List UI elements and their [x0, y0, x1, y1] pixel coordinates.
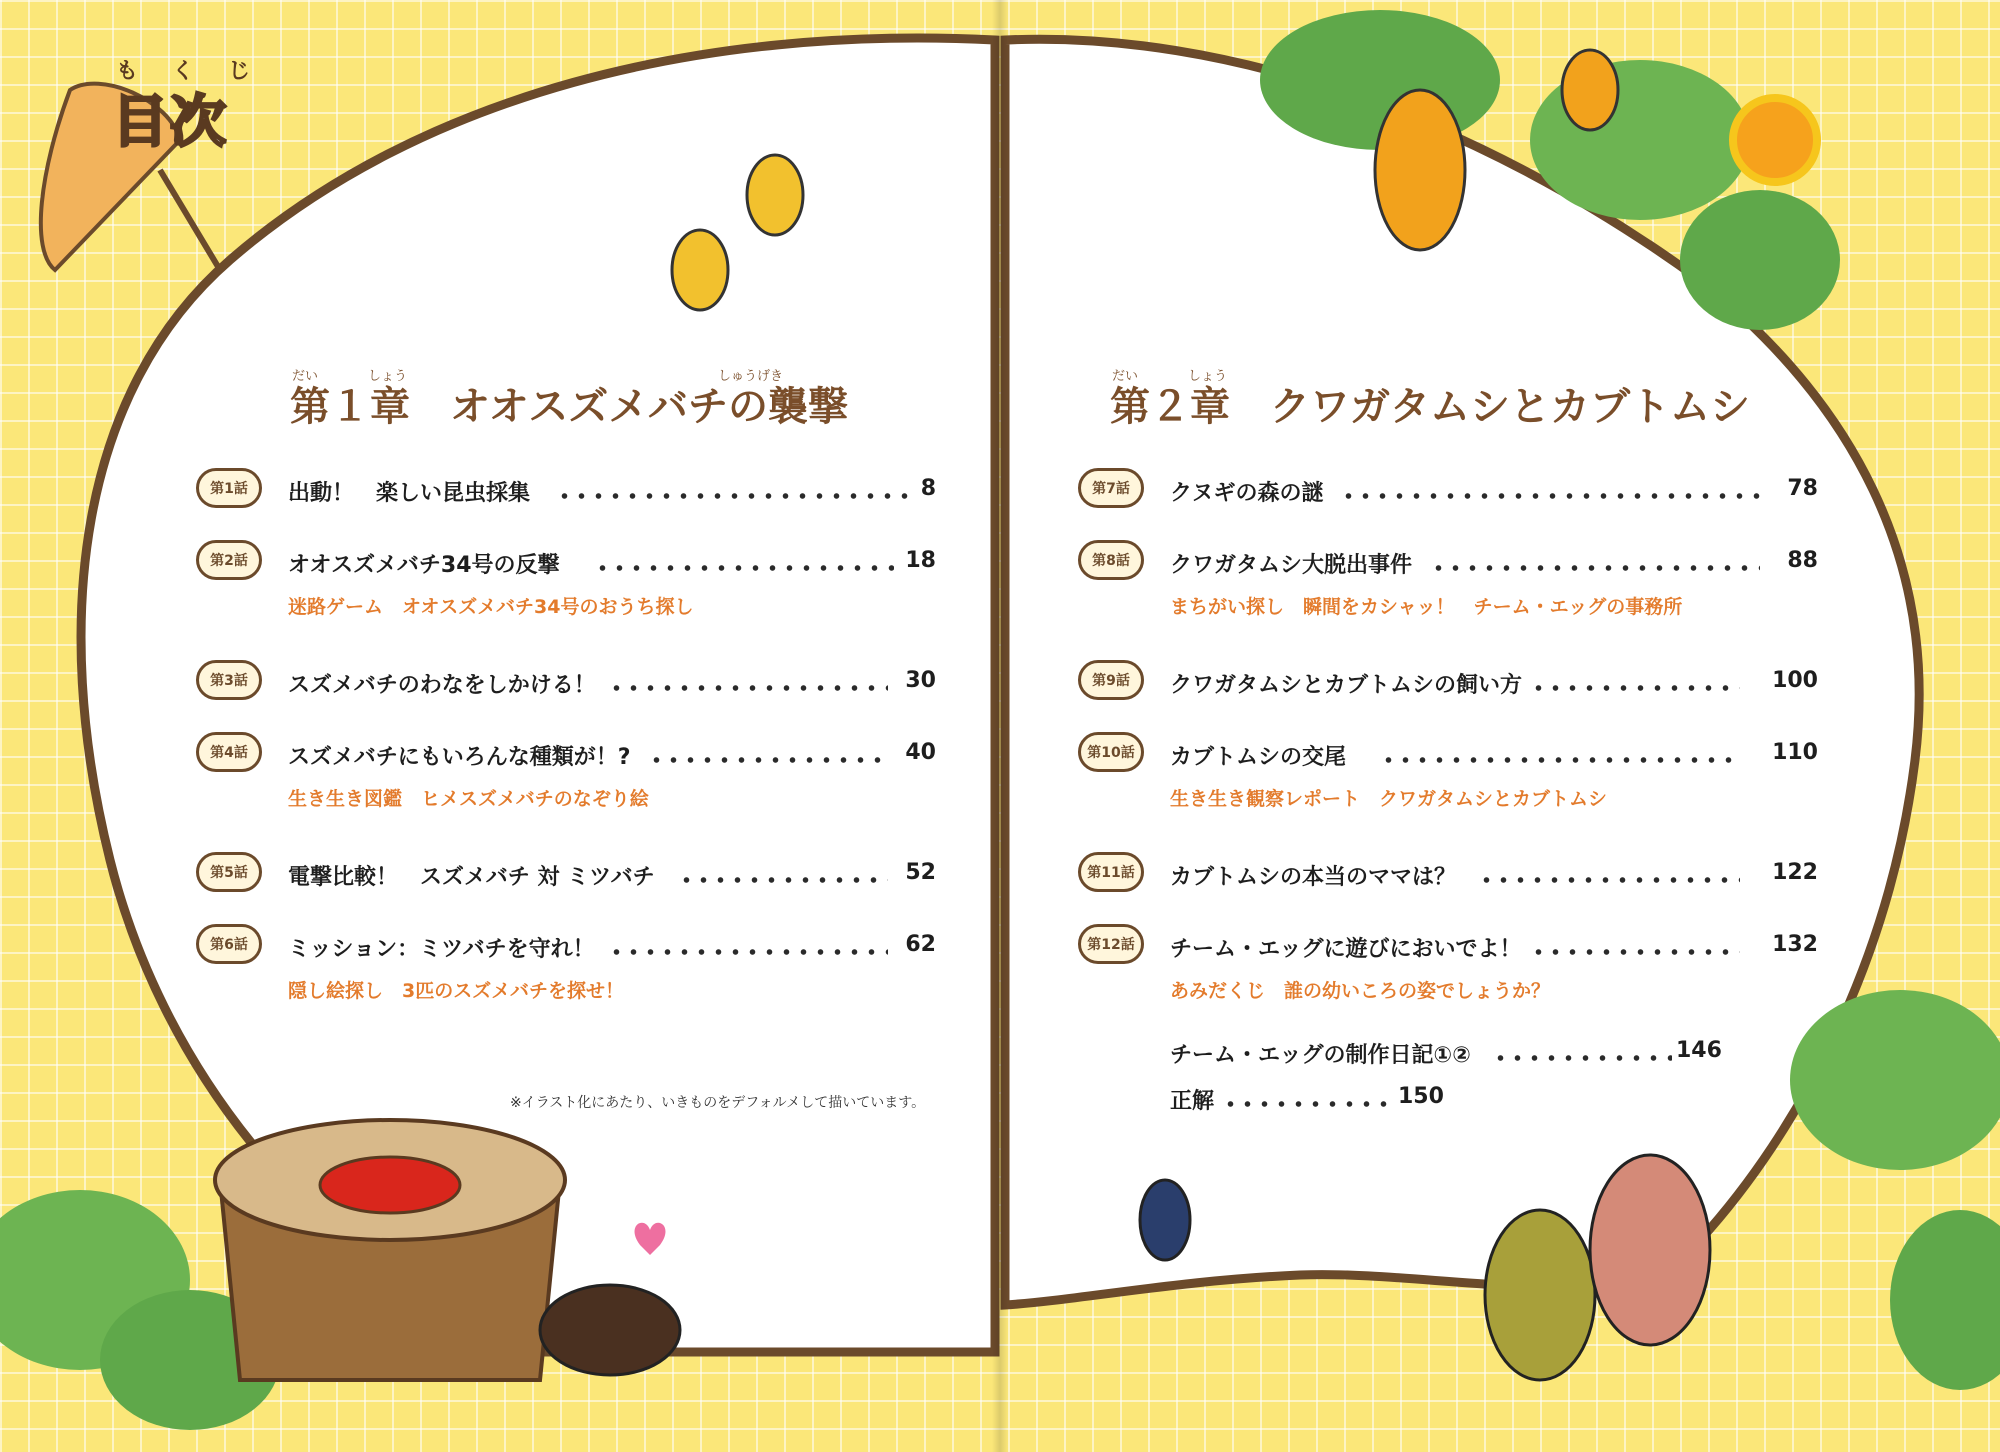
page-number: 150	[1398, 1084, 1444, 1109]
page-number: 40	[905, 740, 936, 765]
dot-leader	[1492, 1055, 1672, 1061]
bonus-item[interactable]: まちがい探し 瞬間をカシャッ！ チーム・エッグの事務所	[1170, 596, 1683, 618]
page-number: 78	[1787, 476, 1818, 501]
ruby-shuugeki: しゅうげき	[718, 369, 784, 384]
dot-leader	[1222, 1101, 1392, 1107]
toc-entry[interactable]	[1170, 1030, 1730, 1070]
toc-entry[interactable]	[1170, 1076, 1470, 1116]
ruby-dai: だい	[1112, 369, 1139, 384]
toc-entry[interactable]	[1078, 660, 1818, 700]
toc-title-ruby: もくじ	[116, 59, 285, 84]
episode-badge: 第7話	[1078, 468, 1144, 508]
episode-title: カブトムシの本当のママは？	[1170, 865, 1457, 890]
bonus-item[interactable]: あみだくじ 誰の幼いころの姿でしょうか？	[1170, 980, 1551, 1002]
episode-badge: 第2話	[196, 540, 262, 580]
episode-badge: 第8話	[1078, 540, 1144, 580]
dot-leader	[1478, 877, 1740, 883]
page-number: 100	[1772, 668, 1818, 693]
illustration-note: ※イラスト化にあたり、いきものをデフォルメして描いています。	[510, 1095, 926, 1111]
page-number: 30	[905, 668, 936, 693]
episode-badge: 第5話	[196, 852, 262, 892]
episode-title: 正解	[1170, 1089, 1215, 1114]
page-number: 122	[1772, 860, 1818, 885]
book-gutter	[992, 0, 1008, 1452]
episode-badge: 第3話	[196, 660, 262, 700]
page-number: 132	[1772, 932, 1818, 957]
page-number: 146	[1676, 1038, 1722, 1063]
bonus-item[interactable]: 迷路ゲーム オオスズメバチ34号のおうち探し	[288, 596, 694, 618]
dot-leader	[608, 949, 888, 955]
bonus-item[interactable]: 隠し絵探し 3匹のスズメバチを探せ！	[288, 980, 625, 1002]
dot-leader	[556, 493, 916, 499]
toc-title: 目次	[112, 90, 228, 155]
episode-title: クヌギの森の謎	[1170, 481, 1324, 506]
episode-title: スズメバチのわなをしかける！	[288, 673, 596, 698]
episode-title: チーム・エッグの制作日記①②	[1170, 1043, 1471, 1068]
page-number: 62	[905, 932, 936, 957]
dot-leader	[1530, 685, 1740, 691]
episode-title: カブトムシの交尾	[1170, 745, 1347, 770]
episode-badge: 第10話	[1078, 732, 1144, 772]
episode-title: オオスズメバチ34号の反撃	[288, 553, 560, 578]
toc-entry[interactable]	[196, 468, 936, 508]
dot-leader	[608, 685, 888, 691]
dot-leader	[648, 757, 888, 763]
chapter-title: 第１章 オオスズメバチの襲撃	[290, 384, 848, 430]
page-number: 110	[1772, 740, 1818, 765]
toc-entry[interactable]	[1078, 468, 1818, 508]
episode-title: 出動！ 楽しい昆虫採集	[288, 481, 531, 506]
episode-badge: 第6話	[196, 924, 262, 964]
dot-leader	[594, 565, 894, 571]
episode-title: ミッション：ミツバチを守れ！	[288, 937, 595, 962]
episode-title: スズメバチにもいろんな種類が！?	[288, 745, 631, 770]
toc-entry[interactable]	[1078, 852, 1818, 892]
page-number: 8	[920, 476, 936, 501]
page-number: 18	[905, 548, 936, 573]
episode-badge: 第1話	[196, 468, 262, 508]
toc-entry[interactable]	[196, 924, 936, 964]
ruby-dai: だい	[292, 369, 319, 384]
tree-stump-illustration	[215, 1120, 565, 1380]
dot-leader	[1340, 493, 1760, 499]
toc-entry[interactable]	[196, 852, 936, 892]
dot-leader	[678, 877, 888, 883]
dot-leader	[1380, 757, 1740, 763]
episode-badge: 第9話	[1078, 660, 1144, 700]
toc-entry[interactable]	[196, 540, 936, 580]
toc-entry[interactable]	[1078, 732, 1818, 772]
toc-entry[interactable]	[1078, 924, 1818, 964]
episode-badge: 第12話	[1078, 924, 1144, 964]
bonus-item[interactable]: 生き生き観察レポート クワガタムシとカブトムシ	[1170, 788, 1608, 810]
episode-title: 電撃比較！ スズメバチ 対 ミツバチ	[288, 865, 655, 890]
chapter-title: 第２章 クワガタムシとカブトムシ	[1110, 384, 1750, 430]
dot-leader	[1430, 565, 1760, 571]
toc-entry[interactable]	[196, 660, 936, 700]
page-number: 88	[1787, 548, 1818, 573]
toc-entry[interactable]	[196, 732, 936, 772]
ruby-shou: しょう	[368, 369, 408, 384]
bonus-item[interactable]: 生き生き図鑑 ヒメスズメバチのなぞり絵	[288, 788, 649, 810]
chapter-1-heading	[290, 369, 848, 432]
ruby-shou: しょう	[1188, 369, 1228, 384]
page-number: 52	[905, 860, 936, 885]
chapter-2-heading	[1110, 369, 1750, 432]
sun-illustration	[1733, 98, 1817, 182]
episode-badge: 第4話	[196, 732, 262, 772]
episode-badge: 第11話	[1078, 852, 1144, 892]
episode-title: クワガタムシ大脱出事件	[1170, 553, 1413, 578]
dot-leader	[1530, 949, 1740, 955]
episode-title: チーム・エッグに遊びにおいでよ！	[1170, 937, 1522, 962]
toc-entry[interactable]	[1078, 540, 1818, 580]
episode-title: クワガタムシとカブトムシの飼い方	[1170, 673, 1523, 698]
